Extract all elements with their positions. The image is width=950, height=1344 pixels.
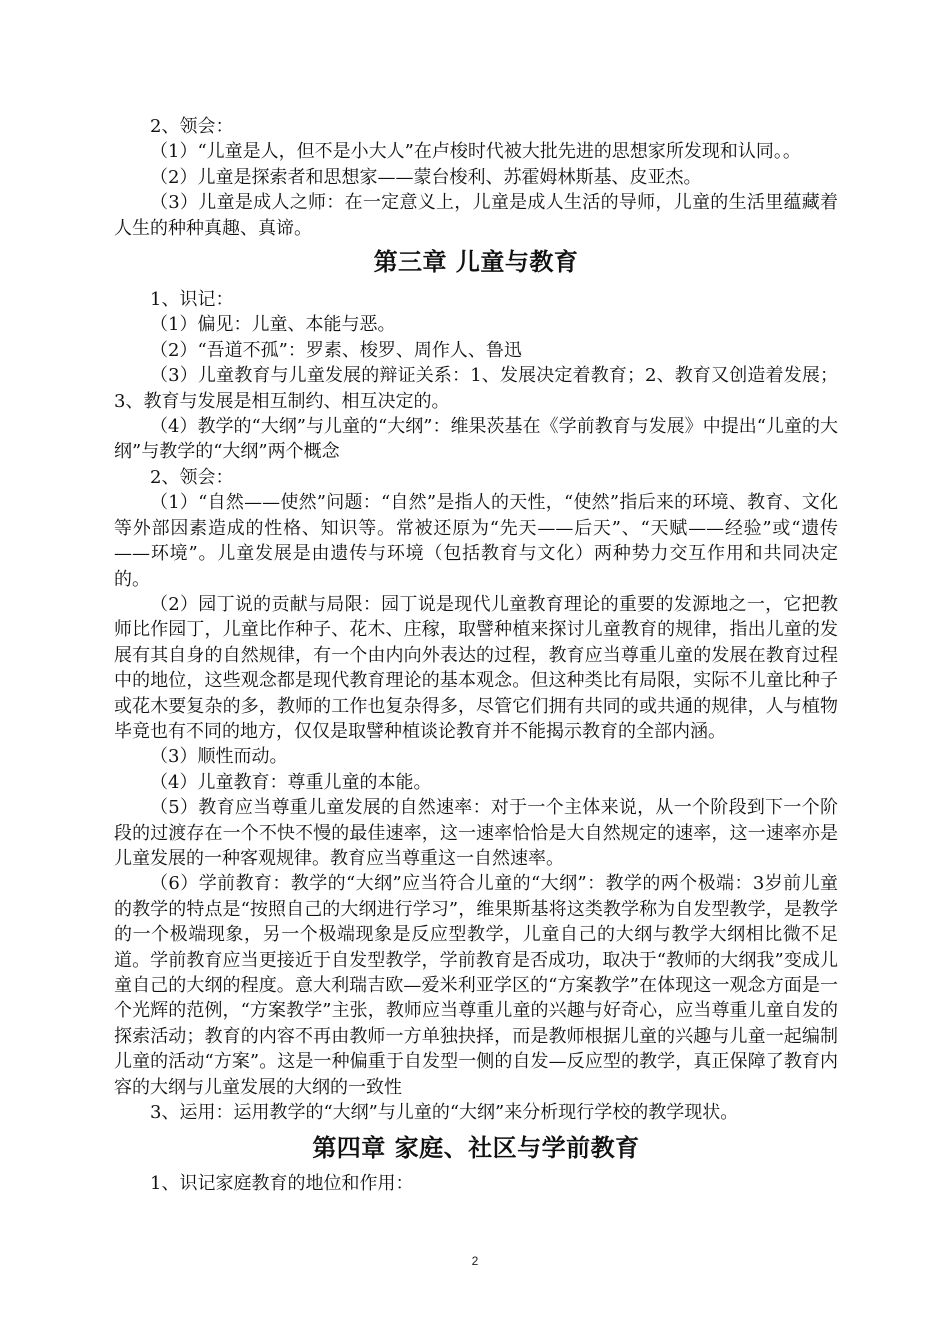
paragraph: （2）儿童是探索者和思想家——蒙台梭利、苏霍姆林斯基、皮亚杰。 [150,166,702,188]
list-item: （3）顺性而动。 [150,746,288,768]
section-label-understand: 2、领会： [150,116,234,137]
section-label-recall: 1、识记： [150,289,234,311]
list-item: （4）教学的“大纲”与儿童的“大纲”：维果茨基在《学前教育与发展》中提出“儿童的大纲”与教学的“大纲”两个概念 [114,416,838,463]
list-item: （2）“吾道不孤”：罗素、梭罗、周作人、鲁迅 [150,339,522,361]
list-item: （1）偏见：儿童、本能与恶。 [150,314,396,336]
list-item: （1）“自然——使然”问题：“自然”是指人的天性，“使然”指后来的环境、教育、文化等外部因素造成的性格、知识等。常被还原为“先天——后天”、“天赋——经验”或“遗传——环境”。儿童发展是由遗传与环境（包括教育与文化）两种势力交互作用和共同决定的。 [114,492,838,590]
section-apply: 3、运用：运用教学的“大纲”与儿童的“大纲”来分析现行学校的教学现状。 [150,1102,739,1124]
list-item: （4）儿童教育：尊重儿童的本能。 [150,771,432,793]
chapter-three-title: 第三章 儿童与教育 [373,248,579,277]
chapter-four-title: 第四章 家庭、社区与学前教育 [312,1134,640,1163]
section-label-understand: 2、领会： [150,466,234,488]
page-body [114,114,838,1197]
paragraph: （1）“儿童是人，但不是小大人”在卢梭时代被大批先进的思想家所发现和认同。。 [150,141,801,163]
section-recall-family: 1、识记家庭教育的地位和作用： [150,1173,414,1195]
list-item: （5）教育应当尊重儿童发展的自然速率：对于一个主体来说，从一个阶段到下一个阶段的过渡存在一个不快不慢的最佳速率，这一速率恰恰是大自然规定的速率，这一速率亦是儿童发展的一种客观规律。教育应当尊重这一自然速率。 [114,797,838,869]
paragraph: （3）儿童是成人之师：在一定意义上，儿童是成人生活的导师，儿童的生活里蕴藏着人生的种种真趣、真谛。 [114,192,838,239]
page-number: 2 [471,1254,479,1268]
list-item: （6）学前教育：教学的“大纲”应当符合儿童的“大纲”：教学的两个极端：3岁前儿童的教学的特点是“按照自己的大纲进行学习”，维果斯基将这类教学称为自发型教学，是教学的一个极端现象，另一个极端现象是反应型教学，儿童自己的大纲与教学大纲相比微不足道。学前教育应当更接近于自发型教学，学前教育是否成功，取决于“教师的大纲我”变成儿童自己的大纲的程度。意大利瑞吉欧—爱米利亚学区的“方案教学”在体现这一观念方面是一个光辉的范例，“方案教学”主张，教师应当尊重儿童的兴趣与好奇心，应当尊重儿童自发的探索活动；教育的内容不再由教师一方单独抉择，而是教师根据儿童的兴趣与儿童一起编制儿童的活动“方案”。这是一种偏重于自发型一侧的自发—反应型的教学，真正保障了教育内容的大纲与儿童发展的大纲的一致性 [114,873,838,1098]
list-item: （2）园丁说的贡献与局限：园丁说是现代儿童教育理论的重要的发源地之一，它把教师比作园丁，儿童比作种子、花木、庄稼，取譬种植来探讨儿童教育的规律，指出儿童的发展有其自身的自然规律，有一个由内向外表达的过程，教育应当尊重儿童的发展在教育过程中的地位，这些观念都是现代教育理论的基本观念。但这种类比有局限，实际不儿童比种子或花木要复杂的多，教师的工作也复杂得多，尽管它们拥有共同的或共通的规律，人与植物毕竟也有不同的地方，仅仅是取譬种植谈论教育并不能揭示教育的全部内涵。 [114,593,838,742]
list-item: （3）儿童教育与儿童发展的辩证关系：1、发展决定着教育；2、教育又创造着发展；3、教育与发展是相互制约、相互决定的。 [114,365,838,412]
